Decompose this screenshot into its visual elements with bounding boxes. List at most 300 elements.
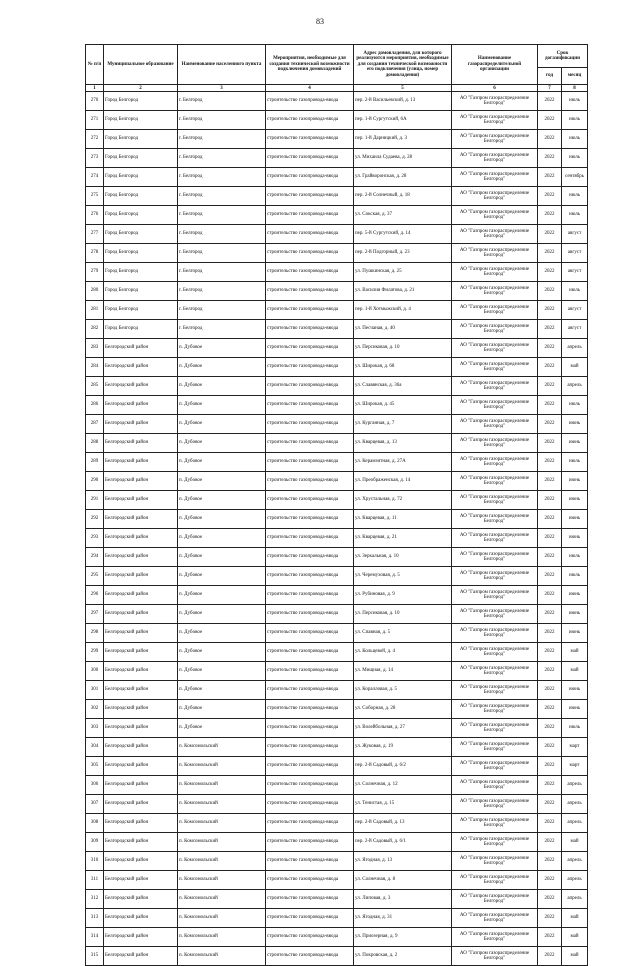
address-cell: ул. Ягодная, д. 13 [354,852,452,871]
month-cell: июль [562,130,588,149]
address-cell: пер. 2-й Солнечный, д. 18 [354,187,452,206]
org-cell: АО "Газпром газораспределение Белгород" [452,909,538,928]
row-number-cell: 303 [86,719,104,738]
municipality-cell: Белгородский район [104,681,178,700]
municipality-cell: Белгородский район [104,890,178,909]
address-cell: пер. 2-й Садовый, д. 13 [354,814,452,833]
row-number-cell: 284 [86,358,104,377]
settlement-cell: п. Комсомольский [178,738,266,757]
measure-cell: строительство газопровода-ввода [266,757,354,776]
settlement-cell: п. Комсомольский [178,814,266,833]
col-number: 5 [354,85,452,92]
row-number-cell: 300 [86,662,104,681]
settlement-cell: п. Комсомольский [178,852,266,871]
row-number-cell: 298 [86,624,104,643]
header-num: № п/п [86,45,104,85]
table-row [86,92,588,111]
table-row [86,263,588,282]
measure-cell: строительство газопровода-ввода [266,738,354,757]
settlement-cell: п. Комсомольский [178,928,266,947]
org-cell: АО "Газпром газораспределение Белгород" [452,92,538,111]
org-cell: АО "Газпром газораспределение Белгород" [452,681,538,700]
row-number-cell: 294 [86,548,104,567]
month-cell: май [562,643,588,662]
measure-cell: строительство газопровода-ввода [266,871,354,890]
municipality-cell: Город Белгород [104,301,178,320]
settlement-cell: п. Комсомольский [178,757,266,776]
row-number-cell: 313 [86,909,104,928]
row-number-cell: 285 [86,377,104,396]
row-number-cell: 292 [86,510,104,529]
measure-cell: строительство газопровода-ввода [266,244,354,263]
row-number-cell: 274 [86,168,104,187]
settlement-cell: п. Дубовое [178,548,266,567]
row-number-cell: 311 [86,871,104,890]
table-row [86,586,588,605]
address-cell: ул. Михаила Судаева, д. 28 [354,149,452,168]
settlement-cell: п. Дубовое [178,719,266,738]
org-cell: АО "Газпром газораспределение Белгород" [452,795,538,814]
municipality-cell: Белгородский район [104,434,178,453]
table-row [86,339,588,358]
month-cell: июль [562,453,588,472]
address-cell: ул. Мищная, д. 14 [354,662,452,681]
month-cell: апрель [562,795,588,814]
measure-cell: строительство газопровода-ввода [266,510,354,529]
org-cell: АО "Газпром газораспределение Белгород" [452,263,538,282]
municipality-cell: Белгородский район [104,947,178,966]
table-row [86,130,588,149]
row-number-cell: 297 [86,605,104,624]
row-number-cell: 283 [86,339,104,358]
year-cell: 2022 [538,852,562,871]
col-number: 7 [538,85,562,92]
municipality-cell: Белгородский район [104,795,178,814]
table-row [86,662,588,681]
municipality-cell: Белгородский район [104,928,178,947]
month-cell: июль [562,206,588,225]
table-row [86,244,588,263]
year-cell: 2022 [538,301,562,320]
org-cell: АО "Газпром газораспределение Белгород" [452,415,538,434]
address-cell: пер. 2-й Васильевский, д. 13 [354,92,452,111]
table-row [86,434,588,453]
row-number-cell: 314 [86,928,104,947]
year-cell: 2022 [538,434,562,453]
municipality-cell: Белгородский район [104,377,178,396]
table-row [86,206,588,225]
measure-cell: строительство газопровода-ввода [266,909,354,928]
org-cell: АО "Газпром газораспределение Белгород" [452,757,538,776]
measure-cell: строительство газопровода-ввода [266,776,354,795]
org-cell: АО "Газпром газораспределение Белгород" [452,510,538,529]
header-deadline: Срок догазификации [538,45,588,68]
year-cell: 2022 [538,643,562,662]
municipality-cell: Белгородский район [104,415,178,434]
month-cell: апрель [562,377,588,396]
settlement-cell: п. Комсомольский [178,909,266,928]
measure-cell: строительство газопровода-ввода [266,263,354,282]
settlement-cell: г. Белгород [178,187,266,206]
measure-cell: строительство газопровода-ввода [266,206,354,225]
org-cell: АО "Газпром газораспределение Белгород" [452,225,538,244]
month-cell: август [562,263,588,282]
org-cell: АО "Газпром газораспределение Белгород" [452,339,538,358]
year-cell: 2022 [538,795,562,814]
table-row [86,111,588,130]
measure-cell: строительство газопровода-ввода [266,111,354,130]
month-cell: июль [562,149,588,168]
settlement-cell: п. Дубовое [178,377,266,396]
table-row [86,700,588,719]
year-cell: 2022 [538,605,562,624]
address-cell: ул. Курганная, д. 7 [354,415,452,434]
org-cell: АО "Газпром газораспределение Белгород" [452,624,538,643]
address-cell: ул. Персиковая, д. 10 [354,605,452,624]
municipality-cell: Город Белгород [104,263,178,282]
page-number: 83 [316,17,324,26]
year-cell: 2022 [538,244,562,263]
municipality-cell: Белгородский район [104,605,178,624]
row-number-cell: 304 [86,738,104,757]
month-cell: июнь [562,510,588,529]
row-number-cell: 312 [86,890,104,909]
address-cell: пер. 2-й Садовый, д. 6/2 [354,757,452,776]
measure-cell: строительство газопровода-ввода [266,434,354,453]
municipality-cell: Белгородский район [104,453,178,472]
year-cell: 2022 [538,776,562,795]
settlement-cell: г. Белгород [178,301,266,320]
measure-cell: строительство газопровода-ввода [266,947,354,966]
measure-cell: строительство газопровода-ввода [266,320,354,339]
address-cell: ул. Славянская, д. 36а [354,377,452,396]
settlement-cell: п. Дубовое [178,339,266,358]
address-cell: ул. Липовая, д. 3 [354,890,452,909]
table-row [86,149,588,168]
settlement-cell: п. Комсомольский [178,776,266,795]
org-cell: АО "Газпром газораспределение Белгород" [452,187,538,206]
month-cell: май [562,662,588,681]
table-row [86,928,588,947]
measure-cell: строительство газопровода-ввода [266,149,354,168]
measure-cell: строительство газопровода-ввода [266,529,354,548]
header-measures: Мероприятия, необходимые для создания технической возможности подключения домовладений [266,45,354,85]
municipality-cell: Белгородский район [104,567,178,586]
measure-cell: строительство газопровода-ввода [266,358,354,377]
municipality-cell: Белгородский район [104,586,178,605]
month-cell: июль [562,282,588,301]
row-number-cell: 277 [86,225,104,244]
table-row [86,396,588,415]
table-row [86,491,588,510]
address-cell: ул. Спавная, д. 5 [354,624,452,643]
month-cell: июль [562,92,588,111]
address-cell: пер. 1-й Хотмыжский, д. 4 [354,301,452,320]
year-cell: 2022 [538,453,562,472]
row-number-cell: 302 [86,700,104,719]
year-cell: 2022 [538,947,562,966]
address-cell: ул. Василия Филатова, д. 21 [354,282,452,301]
address-cell: ул. Кварцевая, д. 13 [354,434,452,453]
month-cell: август [562,244,588,263]
address-cell: ул. Широкая, д. 45 [354,396,452,415]
row-number-cell: 301 [86,681,104,700]
column-numbers-row [86,85,588,92]
org-cell: АО "Газпром газораспределение Белгород" [452,206,538,225]
settlement-cell: п. Комсомольский [178,833,266,852]
table-row [86,301,588,320]
year-cell: 2022 [538,681,562,700]
address-cell: ул. Солнечная, д. 12 [354,776,452,795]
row-number-cell: 289 [86,453,104,472]
settlement-cell: г. Белгород [178,130,266,149]
month-cell: июль [562,548,588,567]
settlement-cell: г. Белгород [178,111,266,130]
header-org: Наименование газораспределительной организации [452,45,538,85]
measure-cell: строительство газопровода-ввода [266,130,354,149]
year-cell: 2022 [538,130,562,149]
month-cell: март [562,738,588,757]
table-row [86,890,588,909]
table-row [86,738,588,757]
municipality-cell: Белгородский район [104,719,178,738]
org-cell: АО "Газпром газораспределение Белгород" [452,833,538,852]
row-number-cell: 272 [86,130,104,149]
address-cell: ул. Рубиновая, д. 9 [354,586,452,605]
municipality-cell: Белгородский район [104,643,178,662]
settlement-cell: п. Комсомольский [178,890,266,909]
year-cell: 2022 [538,472,562,491]
row-number-cell: 291 [86,491,104,510]
row-number-cell: 287 [86,415,104,434]
table-row [86,187,588,206]
org-cell: АО "Газпром газораспределение Белгород" [452,130,538,149]
municipality-cell: Город Белгород [104,187,178,206]
measure-cell: строительство газопровода-ввода [266,795,354,814]
settlement-cell: п. Дубовое [178,643,266,662]
municipality-cell: Город Белгород [104,168,178,187]
col-number: 4 [266,85,354,92]
municipality-cell: Белгородский район [104,548,178,567]
municipality-cell: Белгородский район [104,909,178,928]
municipality-cell: Белгородский район [104,814,178,833]
org-cell: АО "Газпром газораспределение Белгород" [452,396,538,415]
address-cell: ул. Керамзитная, д. 27А [354,453,452,472]
measure-cell: строительство газопровода-ввода [266,225,354,244]
org-cell: АО "Газпром газораспределение Белгород" [452,947,538,966]
month-cell: апрель [562,852,588,871]
row-number-cell: 295 [86,567,104,586]
row-number-cell: 315 [86,947,104,966]
address-cell: ул. Широкая, д. 68 [354,358,452,377]
org-cell: АО "Газпром газораспределение Белгород" [452,434,538,453]
settlement-cell: г. Белгород [178,206,266,225]
year-cell: 2022 [538,814,562,833]
measure-cell: строительство газопровода-ввода [266,187,354,206]
settlement-cell: п. Комсомольский [178,795,266,814]
address-cell: ул. Грайворонская, д. 28 [354,168,452,187]
org-cell: АО "Газпром газораспределение Белгород" [452,738,538,757]
year-cell: 2022 [538,567,562,586]
year-cell: 2022 [538,928,562,947]
row-number-cell: 275 [86,187,104,206]
row-number-cell: 280 [86,282,104,301]
settlement-cell: г. Белгород [178,244,266,263]
address-cell: ул. Жуковая, д. 19 [354,738,452,757]
month-cell: апрель [562,814,588,833]
month-cell: июнь [562,415,588,434]
month-cell: сентябрь [562,168,588,187]
month-cell: апрель [562,871,588,890]
measure-cell: строительство газопровода-ввода [266,301,354,320]
settlement-cell: п. Комсомольский [178,871,266,890]
gasification-table [85,44,588,966]
row-number-cell: 271 [86,111,104,130]
year-cell: 2022 [538,890,562,909]
year-cell: 2022 [538,738,562,757]
municipality-cell: Город Белгород [104,111,178,130]
org-cell: АО "Газпром газораспределение Белгород" [452,567,538,586]
measure-cell: строительство газопровода-ввода [266,833,354,852]
address-cell: пер. 2-й Подгорный, д. 23 [354,244,452,263]
row-number-cell: 299 [86,643,104,662]
table-row [86,833,588,852]
measure-cell: строительство газопровода-ввода [266,586,354,605]
municipality-cell: Город Белгород [104,206,178,225]
table-body [86,92,588,966]
measure-cell: строительство газопровода-ввода [266,168,354,187]
measure-cell: строительство газопровода-ввода [266,700,354,719]
header-settlement: Наименование населенного пункта [178,45,266,85]
month-cell: июль [562,111,588,130]
municipality-cell: Белгородский район [104,833,178,852]
settlement-cell: п. Дубовое [178,662,266,681]
measure-cell: строительство газопровода-ввода [266,472,354,491]
header-address: Адрес домовладения, для которого реализуются мероприятия, необходимые для создания технической возможности его подключения (улица, номер домовладения) [354,45,452,85]
org-cell: АО "Газпром газораспределение Белгород" [452,548,538,567]
table-row [86,548,588,567]
measure-cell: строительство газопровода-ввода [266,415,354,434]
year-cell: 2022 [538,396,562,415]
municipality-cell: Белгородский район [104,738,178,757]
org-cell: АО "Газпром газораспределение Белгород" [452,852,538,871]
month-cell: июнь [562,605,588,624]
table-row [86,510,588,529]
municipality-cell: Город Белгород [104,225,178,244]
settlement-cell: п. Дубовое [178,415,266,434]
settlement-cell: п. Дубовое [178,624,266,643]
year-cell: 2022 [538,111,562,130]
settlement-cell: п. Дубовое [178,700,266,719]
address-cell: ул. Ягодная, д. 31 [354,909,452,928]
table-row [86,472,588,491]
month-cell: апрель [562,890,588,909]
settlement-cell: п. Дубовое [178,472,266,491]
row-number-cell: 307 [86,795,104,814]
org-cell: АО "Газпром газораспределение Белгород" [452,491,538,510]
col-number: 6 [452,85,538,92]
month-cell: июнь [562,472,588,491]
org-cell: АО "Газпром газораспределение Белгород" [452,700,538,719]
municipality-cell: Белгородский район [104,624,178,643]
year-cell: 2022 [538,225,562,244]
municipality-cell: Белгородский район [104,662,178,681]
year-cell: 2022 [538,263,562,282]
settlement-cell: п. Дубовое [178,491,266,510]
row-number-cell: 286 [86,396,104,415]
settlement-cell: г. Белгород [178,320,266,339]
org-cell: АО "Газпром газораспределение Белгород" [452,586,538,605]
table-row [86,909,588,928]
table-row [86,453,588,472]
month-cell: март [562,757,588,776]
municipality-cell: Белгородский район [104,776,178,795]
year-cell: 2022 [538,339,562,358]
org-cell: АО "Газпром газораспределение Белгород" [452,662,538,681]
measure-cell: строительство газопровода-ввода [266,567,354,586]
address-cell: пер. 1-й Дарницкий, д. 3 [354,130,452,149]
measure-cell: строительство газопровода-ввода [266,681,354,700]
month-cell: май [562,928,588,947]
row-number-cell: 281 [86,301,104,320]
row-number-cell: 276 [86,206,104,225]
month-cell: июль [562,719,588,738]
col-number: 8 [562,85,588,92]
month-cell: июль [562,567,588,586]
year-cell: 2022 [538,833,562,852]
table-row [86,871,588,890]
table-row [86,605,588,624]
month-cell: август [562,301,588,320]
year-cell: 2022 [538,719,562,738]
settlement-cell: г. Белгород [178,149,266,168]
table-row [86,567,588,586]
org-cell: АО "Газпром газораспределение Белгород" [452,719,538,738]
year-cell: 2022 [538,358,562,377]
year-cell: 2022 [538,415,562,434]
municipality-cell: Белгородский район [104,491,178,510]
row-number-cell: 296 [86,586,104,605]
row-number-cell: 309 [86,833,104,852]
row-number-cell: 270 [86,92,104,111]
address-cell: ул. Зеркальная, д. 10 [354,548,452,567]
municipality-cell: Город Белгород [104,92,178,111]
settlement-cell: п. Дубовое [178,567,266,586]
municipality-cell: Город Белгород [104,149,178,168]
row-number-cell: 306 [86,776,104,795]
header-month: месяц [562,68,588,85]
address-cell: ул. Покровская, д. 2 [354,947,452,966]
org-cell: АО "Газпром газораспределение Белгород" [452,301,538,320]
measure-cell: строительство газопровода-ввода [266,852,354,871]
measure-cell: строительство газопровода-ввода [266,92,354,111]
org-cell: АО "Газпром газораспределение Белгород" [452,111,538,130]
municipality-cell: Город Белгород [104,244,178,263]
settlement-cell: г. Белгород [178,263,266,282]
settlement-cell: г. Белгород [178,282,266,301]
municipality-cell: Белгородский район [104,396,178,415]
org-cell: АО "Газпром газораспределение Белгород" [452,282,538,301]
address-cell: ул. Солнечная, д. 8 [354,871,452,890]
measure-cell: строительство газопровода-ввода [266,377,354,396]
row-number-cell: 282 [86,320,104,339]
address-cell: ул. Пушкинская, д. 25 [354,263,452,282]
table-row [86,225,588,244]
table-row [86,681,588,700]
measure-cell: строительство газопровода-ввода [266,624,354,643]
address-cell: пер. 2-й Садовый, д. 6/1 [354,833,452,852]
measure-cell: строительство газопровода-ввода [266,491,354,510]
